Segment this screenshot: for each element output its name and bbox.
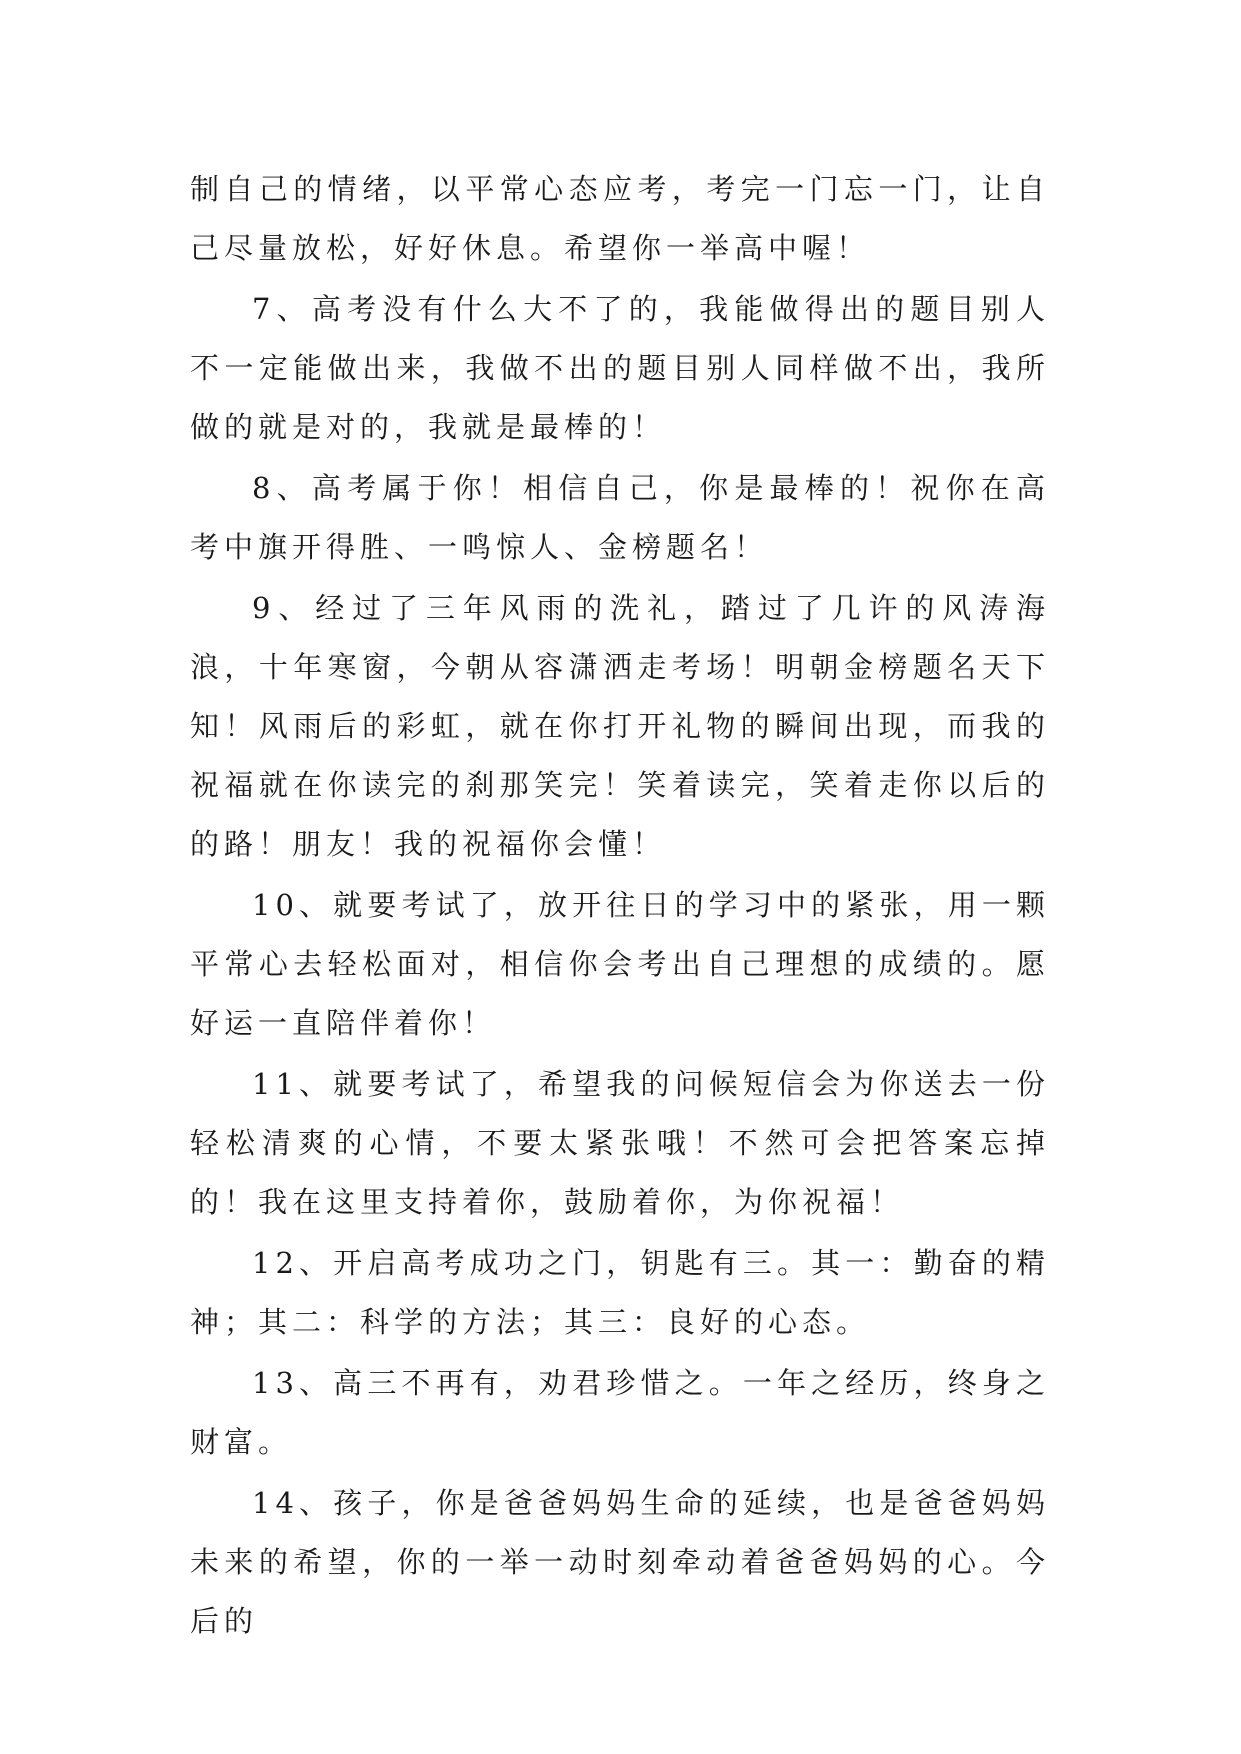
paragraph-10: 10、就要考试了，放开往日的学习中的紧张，用一颗平常心去轻松面对，相信你会考出自己理想的成绩的。愿好运一直陪伴着你！ [190,888,1050,1040]
paragraph-11: 11、就要考试了，希望我的问候短信会为你送去一份轻松清爽的心情，不要太紧张哦！不然可会把答案忘掉的！我在这里支持着你，鼓励着你，为你祝福！ [190,1067,1050,1219]
paragraph-continuation: 制自己的情绪，以平常心态应考，考完一门忘一门，让自己尽量放松，好好休息。希望你一举高中喔！ [190,172,1050,265]
document-body [190,160,1050,1653]
paragraph-12: 12、开启高考成功之门，钥匙有三。其一：勤奋的精神；其二：科学的方法；其三：良好的心态。 [190,1246,1050,1339]
paragraph-7: 7、高考没有什么大不了的，我能做得出的题目别人不一定能做出来，我做不出的题目别人同样做不出，我所做的就是对的，我就是最棒的！ [190,292,1050,444]
paragraph-8: 8、高考属于你！相信自己，你是最棒的！祝你在高考中旗开得胜、一鸣惊人、金榜题名！ [190,471,1050,564]
paragraph-9: 9、经过了三年风雨的洗礼，踏过了几许的风涛海浪，十年寒窗，今朝从容潇洒走考场！明朝金榜题名天下知！风雨后的彩虹，就在你打开礼物的瞬间出现，而我的祝福就在你读完的刹那笑完！笑着读完，笑着走你以后的的路！朋友！我的祝福你会懂！ [190,591,1050,861]
paragraph-14: 14、孩子，你是爸爸妈妈生命的延续，也是爸爸妈妈未来的希望，你的一举一动时刻牵动着爸爸妈妈的心。今后的 [190,1486,1050,1638]
paragraph-13: 13、高三不再有，劝君珍惜之。一年之经历，终身之财富。 [190,1366,1050,1459]
